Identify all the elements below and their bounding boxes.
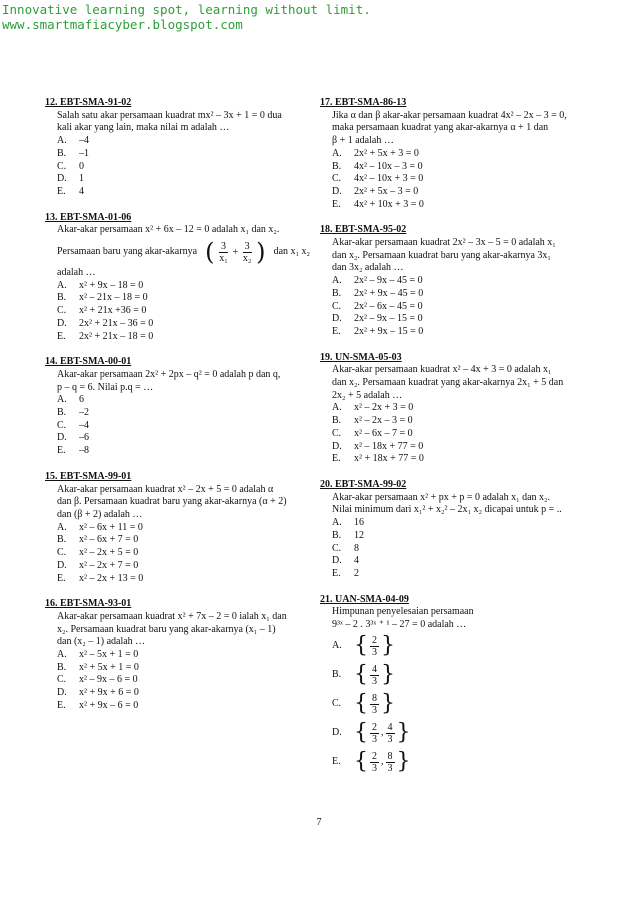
option-letter: B. (57, 147, 67, 159)
option-text: –4 (79, 419, 89, 431)
option-text: x² + 5x + 1 = 0 (79, 661, 139, 673)
option-text: x² – 2x + 3 = 0 (354, 402, 414, 414)
question-20-heading: 20. EBT-SMA-99-02 (320, 478, 407, 490)
option-letter: A. (57, 521, 67, 533)
option-letter: D. (332, 555, 342, 567)
question-21-text: Himpunan penyelesaian persamaan (332, 606, 474, 618)
question-18-text: Akar-akar persamaan kuadrat 2x² – 3x – 5 = 0 adalah x₁ (332, 237, 556, 249)
option-letter: A. (57, 649, 67, 661)
answer-option (320, 661, 585, 690)
question-18-options (320, 275, 585, 339)
left-brace: { (354, 632, 368, 658)
left-paren: ( (205, 237, 215, 266)
answer-option (320, 719, 585, 748)
question-13-text: adalah … (57, 267, 96, 279)
option-text: 12 (354, 529, 364, 541)
answer-option (45, 280, 310, 293)
option-letter: A. (332, 275, 342, 287)
answer-option (45, 674, 310, 687)
question-13 (45, 212, 310, 344)
answer-option (320, 301, 585, 314)
option-text: 4 (79, 185, 84, 197)
question-17-heading: 17. EBT-SMA-86-13 (320, 97, 407, 108)
option-letter: C. (332, 427, 342, 439)
question-16-text: dan (x₂ – 1) adalah … (57, 636, 146, 648)
option-letter: E. (57, 445, 66, 457)
fraction-denominator: 3 (387, 762, 393, 774)
question-15-options (45, 522, 310, 586)
option-text: x² + 21x +36 = 0 (79, 305, 147, 317)
option-letter: C. (57, 547, 67, 559)
answer-option (45, 560, 310, 573)
question-19-text: 2x₂ + 5 adalah … (332, 389, 403, 401)
right-brace: } (381, 690, 395, 716)
option-text: 2x² + 5x + 3 = 0 (354, 147, 419, 159)
answer-option (45, 173, 310, 186)
option-text: 2x² + 21x – 18 = 0 (79, 330, 154, 342)
option-text: x² – 5x + 1 = 0 (79, 649, 139, 661)
answer-option (45, 407, 310, 420)
option-text: 6 (79, 394, 84, 406)
option-text: x² – 21x – 18 = 0 (79, 292, 148, 304)
answer-option (45, 331, 310, 344)
fraction-numerator: 8 (372, 692, 377, 704)
question-16-options (45, 649, 310, 713)
option-text: 8 (354, 542, 359, 554)
option-text: –6 (79, 432, 89, 444)
question-18-heading: 18. EBT-SMA-95-02 (320, 224, 407, 236)
option-letter: B. (332, 160, 342, 172)
question-14-heading: 14. EBT-SMA-00-01 (45, 356, 132, 368)
fraction-denominator: 3 (372, 675, 377, 687)
question-21-text: 9³ˣ – 2 . 3³ˣ ⁺ ¹ – 27 = 0 adalah … (332, 619, 467, 631)
answer-option (45, 186, 310, 199)
question-12 (45, 97, 310, 199)
answer-option (320, 173, 585, 186)
left-brace: { (354, 690, 368, 716)
answer-option (320, 313, 585, 326)
question-15-text: dan (β + 2) adalah … (57, 508, 143, 520)
option-letter: D. (57, 432, 67, 444)
answer-option (45, 148, 310, 161)
option-letter: D. (57, 173, 67, 185)
question-20-text: Akar-akar persamaan x² + px + p = 0 adalah x₁ dan x₂. (332, 491, 551, 503)
question-21-options (320, 632, 585, 777)
option-letter: D. (332, 313, 342, 325)
option-letter: D. (57, 317, 67, 329)
option-letter: E. (57, 699, 66, 711)
answer-option (320, 555, 585, 568)
answer-option (45, 305, 310, 318)
option-letter: E. (332, 198, 341, 210)
answer-option (45, 432, 310, 445)
option-text: 2x² + 9x – 15 = 0 (354, 325, 424, 337)
fraction-numerator: 8 (387, 750, 393, 762)
option-text: 4x² + 10x + 3 = 0 (354, 198, 424, 210)
option-text: 4 (354, 555, 359, 567)
question-12-options (45, 135, 310, 199)
option-letter: E. (332, 567, 341, 579)
fraction-denominator: 3 (372, 762, 377, 774)
option-letter: B. (332, 287, 342, 299)
fraction (370, 693, 379, 716)
fraction-numerator: 2 (372, 634, 377, 646)
answer-option (320, 186, 585, 199)
question-15-heading: 15. EBT-SMA-99-01 (45, 470, 132, 482)
fraction-numerator: 4 (387, 721, 393, 733)
fraction-denominator: 3 (372, 733, 377, 745)
fraction (219, 241, 228, 264)
right-brace: } (381, 661, 395, 687)
option-letter: B. (57, 661, 67, 673)
option-text: x² – 6x + 7 = 0 (79, 534, 139, 546)
answer-option (320, 428, 585, 441)
comma: , (381, 755, 384, 767)
question-13-text: dan x₁ x₂ (273, 245, 310, 257)
question-20 (320, 479, 585, 581)
right-brace: } (396, 748, 411, 774)
watermark-line-1: Innovative learning spot, learning without limit. (2, 2, 371, 17)
option-letter: E. (57, 330, 66, 342)
option-letter: E. (57, 572, 66, 584)
fraction-numerator: 3 (244, 240, 250, 252)
right-paren: ) (256, 237, 266, 266)
answer-option (45, 318, 310, 331)
question-17-text: maka persamaan kuadrat yang akar-akarnya α + 1 dan (332, 122, 549, 134)
question-16-heading: 16. EBT-SMA-93-01 (45, 598, 132, 610)
option-letter: A. (332, 639, 342, 651)
answer-option (320, 690, 585, 719)
option-letter: C. (332, 173, 342, 185)
answer-option (45, 161, 310, 174)
answer-option (320, 288, 585, 301)
answer-option (45, 700, 310, 713)
question-18-text: dan 3x₂ adalah … (332, 262, 404, 274)
option-letter: E. (332, 325, 341, 337)
question-14-text: p – q = 6. Nilai p.q = … (57, 381, 154, 393)
option-letter: C. (57, 419, 67, 431)
option-letter: C. (57, 305, 67, 317)
fraction-numerator: 4 (372, 663, 377, 675)
question-13-heading: 13. EBT-SMA-01-06 (45, 211, 132, 223)
option-text: x² – 2x + 13 = 0 (79, 572, 144, 584)
option-letter: D. (332, 726, 342, 738)
fraction-denominator: 3 (372, 646, 377, 658)
option-letter: D. (57, 687, 67, 699)
option-text: 2x² – 6x – 45 = 0 (354, 300, 423, 312)
fraction (386, 722, 395, 745)
option-text: –8 (79, 445, 89, 457)
option-letter: A. (57, 279, 67, 291)
option-letter: C. (57, 674, 67, 686)
answer-option (320, 415, 585, 428)
answer-option (45, 135, 310, 148)
option-text: x² + 9x – 6 = 0 (79, 699, 139, 711)
question-14 (45, 356, 310, 458)
right-brace: } (381, 632, 395, 658)
question-15-text: dan β. Persamaan kuadrat baru yang akar-akarnya (α + 2) (57, 496, 287, 508)
question-18-text: dan x₂. Persamaan kuadrat baru yang akar-akarnya 3x₁ (332, 249, 551, 261)
question-12-text: kali akar yang lain, maka nilai m adalah … (57, 122, 230, 134)
option-text: x² + 9x + 6 = 0 (79, 687, 139, 699)
fraction (370, 664, 379, 687)
option-text: x² – 2x + 5 = 0 (79, 547, 139, 559)
answer-option (45, 573, 310, 586)
question-21 (320, 594, 585, 777)
question-13-formula-line (45, 237, 310, 267)
answer-option (320, 453, 585, 466)
question-15 (45, 471, 310, 585)
option-letter: A. (332, 147, 342, 159)
option-text: 0 (79, 160, 84, 172)
answer-option (45, 534, 310, 547)
question-17-text: β + 1 adalah … (332, 135, 394, 147)
question-19-options (320, 402, 585, 466)
option-letter: E. (57, 185, 66, 197)
question-19 (320, 352, 585, 466)
option-text: 2x² – 9x – 15 = 0 (354, 313, 423, 325)
option-letter: D. (332, 440, 342, 452)
option-letter: B. (57, 534, 67, 546)
right-brace: } (396, 719, 411, 745)
option-letter: B. (57, 292, 67, 304)
option-text: 2x² + 9x – 45 = 0 (354, 287, 424, 299)
question-17-options (320, 148, 585, 212)
option-text: 2x² – 9x – 45 = 0 (354, 275, 423, 287)
option-letter: D. (57, 559, 67, 571)
comma: , (381, 726, 384, 738)
fraction-numerator: 3 (220, 240, 226, 252)
option-letter: C. (57, 160, 67, 172)
question-18 (320, 224, 585, 338)
option-text: x² – 18x + 77 = 0 (354, 440, 424, 452)
watermark-line-2[interactable]: www.smartmafiacyber.blogspot.com (2, 17, 243, 32)
right-column (320, 97, 585, 790)
option-letter: C. (332, 697, 342, 709)
page-number: 7 (316, 817, 322, 828)
answer-option (45, 687, 310, 700)
option-letter: D. (332, 185, 342, 197)
option-text: 16 (354, 517, 364, 529)
fraction-expression (205, 237, 266, 266)
option-text: x² – 9x – 6 = 0 (79, 674, 138, 686)
option-text: –2 (79, 407, 89, 419)
answer-option (320, 543, 585, 556)
option-letter: A. (57, 394, 67, 406)
fraction-numerator: 2 (372, 721, 377, 733)
option-text: x² – 6x – 7 = 0 (354, 427, 413, 439)
answer-option (45, 445, 310, 458)
answer-option (320, 275, 585, 288)
answer-option (320, 199, 585, 212)
option-letter: A. (332, 517, 342, 529)
option-text: x² – 2x – 3 = 0 (354, 415, 413, 427)
fraction (370, 722, 379, 745)
question-20-text: Nilai minimum dari x₁² + x₂² – 2x₁ x₂ dicapai untuk p = .. (332, 504, 562, 516)
answer-option (320, 517, 585, 530)
question-13-options (45, 280, 310, 344)
question-14-options (45, 394, 310, 458)
question-15-text: Akar-akar persamaan kuadrat x² – 2x + 5 = 0 adalah α (57, 483, 274, 495)
question-16 (45, 598, 310, 712)
fraction-denominator: x₂ (242, 252, 252, 264)
answer-option (45, 547, 310, 560)
option-text: x² – 2x + 7 = 0 (79, 559, 139, 571)
question-14-text: Akar-akar persamaan 2x² + 2px – q² = 0 adalah p dan q, (57, 368, 281, 380)
question-12-text: Salah satu akar persamaan kuadrat mx² – 3x + 1 = 0 dua (57, 109, 282, 121)
fraction (370, 635, 379, 658)
left-brace: { (354, 661, 368, 687)
option-text: –4 (79, 135, 89, 147)
option-text: 2 (354, 567, 359, 579)
question-17-text: Jika α dan β akar-akar persamaan kuadrat 4x² – 2x – 3 = 0, (332, 109, 567, 121)
answer-option (320, 530, 585, 543)
option-text: 4x² – 10x – 3 = 0 (354, 160, 423, 172)
answer-option (320, 148, 585, 161)
option-letter: B. (332, 415, 342, 427)
option-letter: C. (332, 542, 342, 554)
question-12-heading: 12. EBT-SMA-91-02 (45, 97, 132, 108)
option-letter: E. (332, 453, 341, 465)
answer-option (45, 420, 310, 433)
question-21-heading: 21. UAN-SMA-04-09 (320, 593, 409, 605)
answer-option (45, 522, 310, 535)
question-16-text: Akar-akar persamaan kuadrat x² + 7x – 2 = 0 ialah x₁ dan (57, 610, 287, 622)
option-text: x² – 6x + 11 = 0 (79, 521, 143, 533)
option-letter: B. (332, 529, 342, 541)
question-19-text: dan x₂. Persamaan kuadrat yang akar-akarnya 2x₁ + 5 dan (332, 377, 564, 389)
option-text: –1 (79, 147, 89, 159)
option-letter: B. (57, 407, 67, 419)
option-letter: B. (332, 668, 342, 680)
answer-option (45, 292, 310, 305)
option-letter: A. (57, 135, 67, 147)
fraction (243, 241, 252, 264)
fraction-numerator: 2 (372, 750, 377, 762)
answer-option (45, 649, 310, 662)
option-text: x² + 9x – 18 = 0 (79, 279, 144, 291)
plus-sign: + (232, 246, 239, 258)
fraction-denominator: x₁ (219, 252, 228, 264)
answer-option (320, 632, 585, 661)
option-letter: C. (332, 300, 342, 312)
question-20-options (320, 517, 585, 581)
answer-option (320, 161, 585, 174)
question-16-text: x₂. Persamaan kuadrat baru yang akar-akarnya (x₁ – 1) (57, 623, 276, 635)
option-text: 2x² + 21x – 36 = 0 (79, 317, 154, 329)
fraction (370, 751, 379, 774)
question-17 (320, 97, 585, 211)
question-13-text: Persamaan baru yang akar-akarnya (57, 245, 198, 257)
answer-option (320, 441, 585, 454)
question-19-heading: 19. UN-SMA-05-03 (320, 351, 402, 363)
fraction (386, 751, 395, 774)
option-text: x² + 18x + 77 = 0 (354, 453, 424, 465)
left-brace: { (354, 748, 368, 774)
fraction-denominator: 3 (372, 704, 377, 716)
option-letter: E. (332, 755, 341, 767)
answer-option (45, 662, 310, 675)
option-text: 2x² + 5x – 3 = 0 (354, 185, 419, 197)
answer-option (320, 402, 585, 415)
option-text: 4x² – 10x + 3 = 0 (354, 173, 424, 185)
answer-option (320, 748, 585, 777)
question-19-text: Akar-akar persamaan kuadrat x² – 4x + 3 = 0 adalah x₁ (332, 364, 552, 376)
fraction-denominator: 3 (387, 733, 393, 745)
answer-option (320, 326, 585, 339)
option-text: 1 (79, 173, 84, 185)
answer-option (320, 568, 585, 581)
left-column (45, 97, 310, 726)
option-letter: A. (332, 402, 342, 414)
left-brace: { (354, 719, 368, 745)
answer-option (45, 394, 310, 407)
question-13-text: Akar-akar persamaan x² + 6x – 12 = 0 adalah x₁ dan x₂. (57, 224, 280, 236)
